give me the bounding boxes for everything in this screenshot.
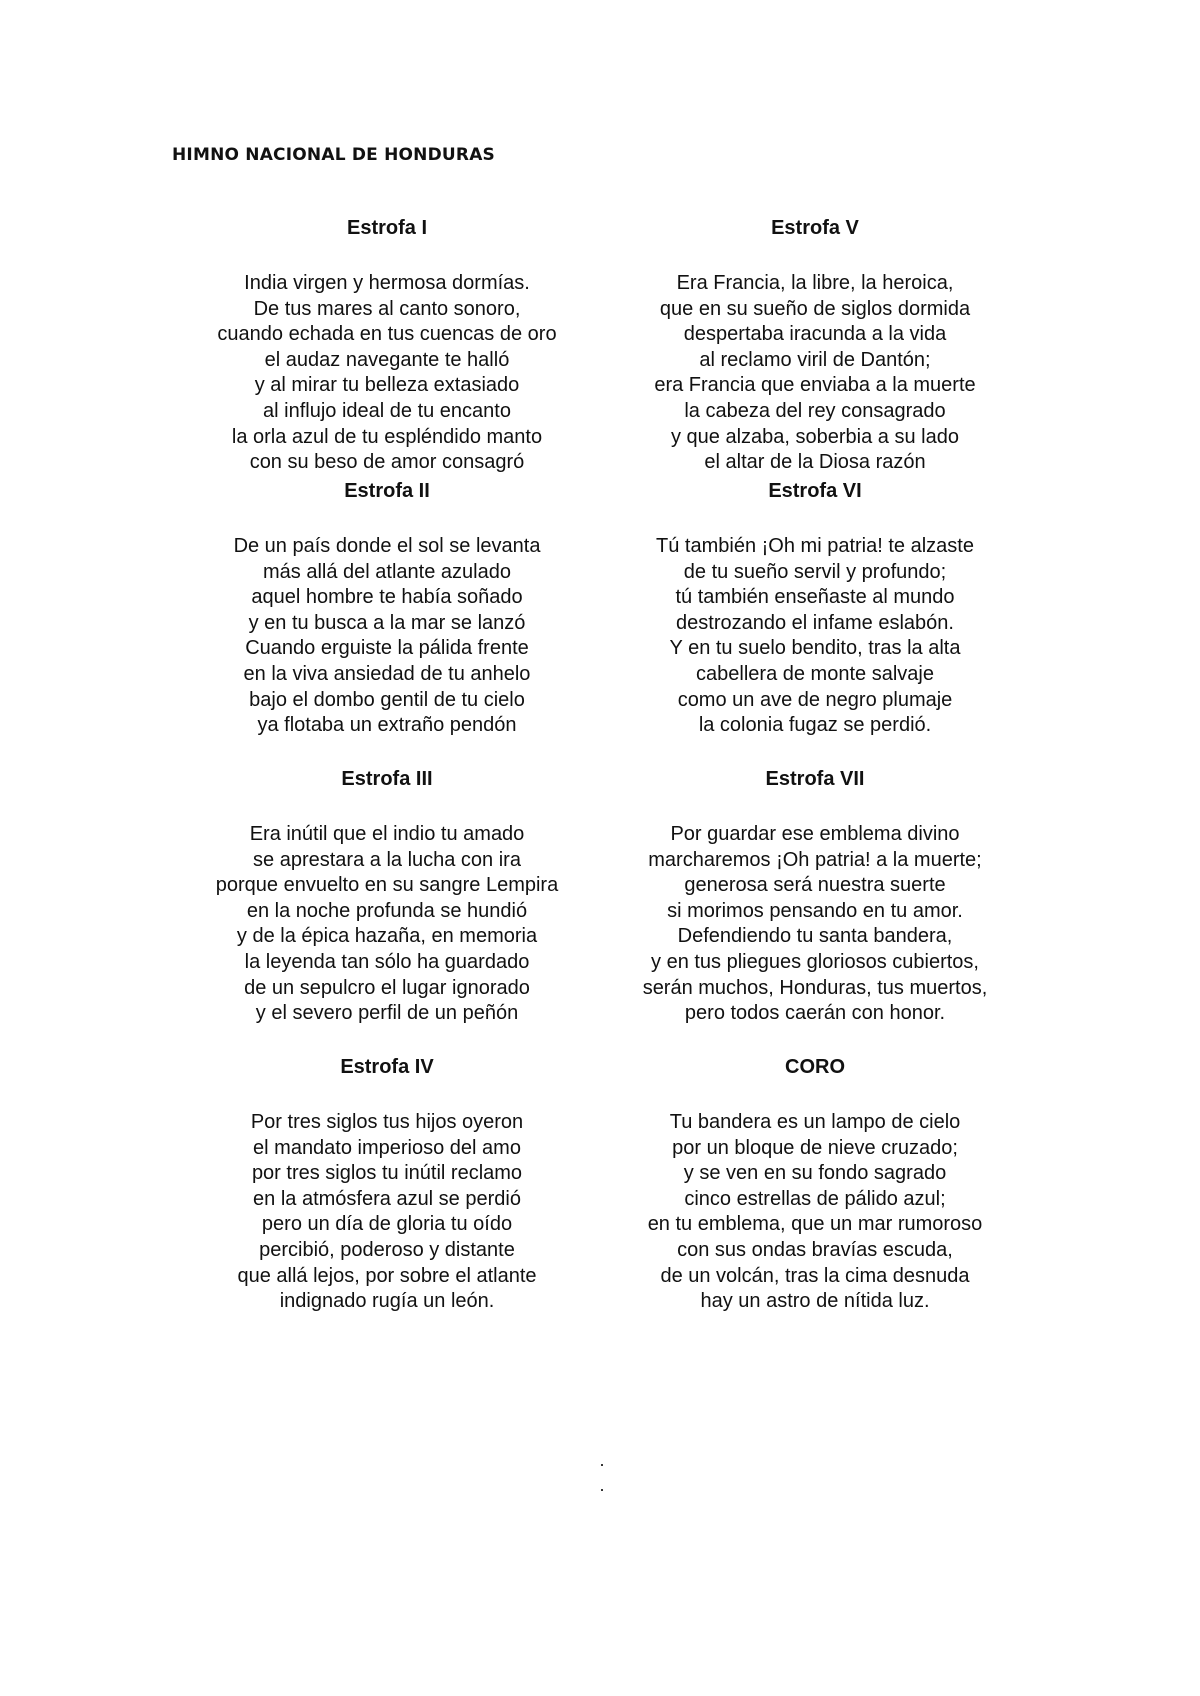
stanza-lines (600, 271, 1030, 476)
verse-line: Tú también ¡Oh mi patria! te alzaste (656, 535, 974, 557)
stanza-lines (172, 534, 602, 739)
verse-line: el mandato imperioso del amo (253, 1136, 521, 1159)
verse-line: que en su sueño de siglos dormida (659, 297, 971, 320)
verse-line: Era inútil que el indio tu amado (249, 823, 525, 845)
verse-line: al reclamo viril de Dantón; (699, 348, 931, 371)
stanza-heading: Estrofa VI (768, 480, 862, 502)
stanza-lines (172, 1110, 602, 1315)
stanza-5 (600, 216, 1030, 476)
verse-line: en la viva ansiedad de tu anhelo (243, 662, 531, 685)
stanza-lines (172, 271, 602, 476)
stanza-heading: Estrofa I (346, 217, 428, 239)
chorus (600, 1055, 1030, 1315)
verse-line: la cabeza del rey consagrado (684, 399, 946, 422)
verse-line: Defendiendo tu santa bandera, (677, 925, 953, 948)
verse-line: la colonia fugaz se perdió. (698, 714, 932, 737)
verse-line: de un sepulcro el lugar ignorado (244, 976, 530, 999)
verse-line: de un volcán, tras la cima desnuda (660, 1264, 970, 1287)
stanza-heading: Estrofa V (771, 217, 859, 239)
verse-line: marcharemos ¡Oh patria! a la muerte; (648, 848, 982, 871)
verse-line: que allá lejos, por sobre el atlante (237, 1264, 537, 1287)
stanza-6 (600, 479, 1030, 739)
verse-line: la orla azul de tu espléndido manto (231, 425, 543, 448)
verse-line: pero todos caerán con honor. (684, 1002, 946, 1025)
verse-line: y de la épica hazaña, en memoria (236, 925, 538, 948)
verse-line: y en tus pliegues gloriosos cubiertos, (651, 950, 979, 973)
verse-line: Por guardar ese emblema divino (670, 823, 960, 845)
stanza-1 (172, 216, 602, 476)
document-title: HIMNO NACIONAL DE HONDURAS (172, 145, 495, 165)
verse-line: aquel hombre te había soñado (251, 586, 523, 609)
verse-line: en tu emblema, que un mar rumoroso (647, 1213, 983, 1236)
stanza-7 (600, 767, 1030, 1027)
footer-dots (598, 1448, 606, 1498)
verse-line: hay un astro de nítida luz. (700, 1290, 930, 1313)
verse-line: la leyenda tan sólo ha guardado (244, 950, 530, 973)
stanza-lines (600, 822, 1030, 1027)
stanza-3 (172, 767, 602, 1027)
verse-line: tú también enseñaste al mundo (675, 586, 955, 609)
verse-line: De un país donde el sol se levanta (233, 535, 541, 557)
verse-line: el audaz navegante te halló (264, 348, 510, 371)
verse-line: ya flotaba un extraño pendón (257, 714, 517, 737)
stanza-lines (600, 534, 1030, 739)
stanza-heading: Estrofa III (341, 768, 433, 790)
verse-line: destrozando el infame eslabón. (676, 611, 954, 634)
dot-mark: . (599, 1475, 605, 1495)
verse-line: cabellera de monte salvaje (696, 662, 934, 685)
verse-line: serán muchos, Honduras, tus muertos, (642, 976, 988, 999)
verse-line: Tu bandera es un lampo de cielo (669, 1111, 961, 1133)
verse-line: cinco estrellas de pálido azul; (684, 1187, 946, 1210)
verse-line: Era Francia, la libre, la heroica, (676, 272, 954, 294)
verse-line: por un bloque de nieve cruzado; (672, 1136, 958, 1159)
verse-line: bajo el dombo gentil de tu cielo (249, 688, 525, 711)
verse-line: India virgen y hermosa dormías. (244, 272, 530, 294)
verse-line: y en tu busca a la mar se lanzó (248, 611, 526, 634)
verse-line: porque envuelto en su sangre Lempira (215, 874, 559, 897)
stanza-heading: Estrofa IV (340, 1056, 434, 1078)
verse-line: De tus mares al canto sonoro, (253, 297, 521, 320)
verse-line: el altar de la Diosa razón (704, 451, 926, 474)
verse-line: más allá del atlante azulado (263, 560, 511, 583)
verse-line: con sus ondas bravías escuda, (677, 1238, 953, 1261)
verse-line: como un ave de negro plumaje (677, 688, 953, 711)
verse-line: por tres siglos tu inútil reclamo (251, 1162, 523, 1185)
stanza-heading: CORO (785, 1056, 845, 1078)
verse-line: de tu sueño servil y profundo; (683, 560, 947, 583)
verse-line: pero un día de gloria tu oído (261, 1213, 513, 1236)
verse-line: percibió, poderoso y distante (259, 1238, 515, 1261)
verse-line: y que alzaba, soberbia a su lado (671, 425, 959, 448)
verse-line: despertaba iracunda a la vida (683, 323, 947, 346)
verse-line: y el severo perfil de un peñón (255, 1002, 519, 1025)
verse-line: al influjo ideal de tu encanto (263, 399, 511, 422)
verse-line: se aprestara a la lucha con ira (253, 848, 521, 871)
verse-line: en la noche profunda se hundió (246, 899, 528, 922)
verse-line: indignado rugía un león. (279, 1290, 495, 1313)
verse-line: en la atmósfera azul se perdió (253, 1187, 521, 1210)
stanza-lines (600, 1110, 1030, 1315)
verse-line: generosa será nuestra suerte (684, 874, 946, 897)
stanza-4 (172, 1055, 602, 1315)
verse-line: si morimos pensando en tu amor. (667, 899, 963, 922)
verse-line: Y en tu suelo bendito, tras la alta (669, 637, 961, 660)
stanza-lines (172, 822, 602, 1027)
verse-line: cuando echada en tus cuencas de oro (217, 323, 557, 346)
verse-line: con su beso de amor consagró (249, 451, 525, 474)
verse-line: era Francia que enviaba a la muerte (654, 374, 976, 397)
stanza-heading: Estrofa VII (765, 768, 865, 790)
verse-line: y al mirar tu belleza extasiado (254, 374, 520, 397)
verse-line: Por tres siglos tus hijos oyeron (250, 1111, 524, 1133)
stanza-heading: Estrofa II (344, 480, 430, 502)
stanza-2 (172, 479, 602, 739)
verse-line: Cuando erguiste la pálida frente (245, 637, 529, 660)
dot-mark: . (599, 1450, 605, 1470)
verse-line: y se ven en su fondo sagrado (683, 1162, 947, 1185)
